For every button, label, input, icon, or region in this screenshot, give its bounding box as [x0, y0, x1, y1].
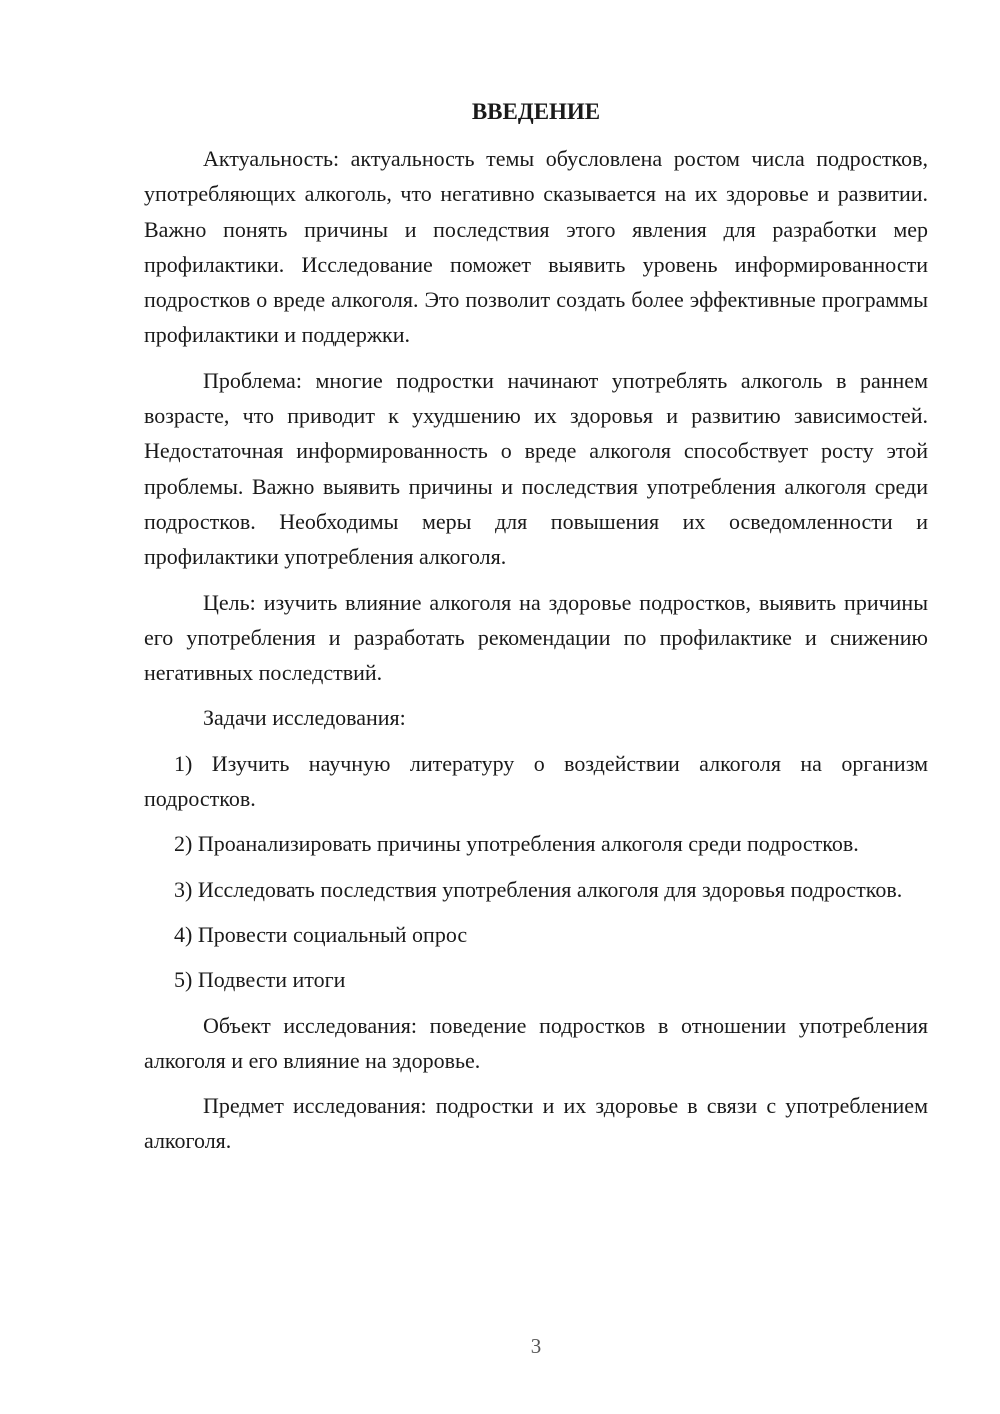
- document-body: [144, 141, 928, 1159]
- paragraph-problem: Проблема: многие подростки начинают употреблять алкоголь в раннем возрасте, что приводит к ухудшению их здоровья и развитию зависимостей. Недостаточная информированность о вреде алкоголя способствует росту этой проблемы. Важно выявить причины и последствия употребления алкоголя среди подростков. Необходимы меры для повышения их осведомленности и профилактики употребления алкоголя.: [144, 367, 928, 570]
- task-item: 1) Изучить научную литературу о воздействии алкоголя на организм подростков.: [144, 750, 928, 812]
- page-title: ВВЕДЕНИЕ: [471, 99, 601, 124]
- task-item: 5) Подвести итоги: [174, 967, 346, 993]
- task-item: 4) Провести социальный опрос: [174, 921, 468, 947]
- paragraph-goal: Цель: изучить влияние алкоголя на здоровье подростков, выявить причины его употребления и разработать рекомендации по профилактике и снижению негативных последствий.: [144, 589, 928, 686]
- paragraph-subject: Предмет исследования: подростки и их здоровье в связи с употреблением алкоголя.: [144, 1093, 928, 1154]
- page-number: 3: [530, 1334, 542, 1358]
- paragraph-object: Объект исследования: поведение подростков в отношении употребления алкоголя и его влияние на здоровье.: [144, 1012, 928, 1073]
- task-item: 3) Исследовать последствия употребления алкоголя для здоровья подростков.: [174, 876, 903, 902]
- tasks-heading: Задачи исследования:: [203, 705, 406, 731]
- task-item: 2) Проанализировать причины употребления алкоголя среди подростков.: [174, 831, 859, 857]
- paragraph-relevance: Актуальность: актуальность темы обусловлена ростом числа подростков, употребляющих алкоголь, что негативно сказывается на их здоровье и развитии. Важно понять причины и последствия этого явления для разработки мер профилактики. Исследование поможет выявить уровень информированности подростков о вреде алкоголя. Это позволит создать более эффективные программы профилактики и поддержки.: [144, 146, 928, 348]
